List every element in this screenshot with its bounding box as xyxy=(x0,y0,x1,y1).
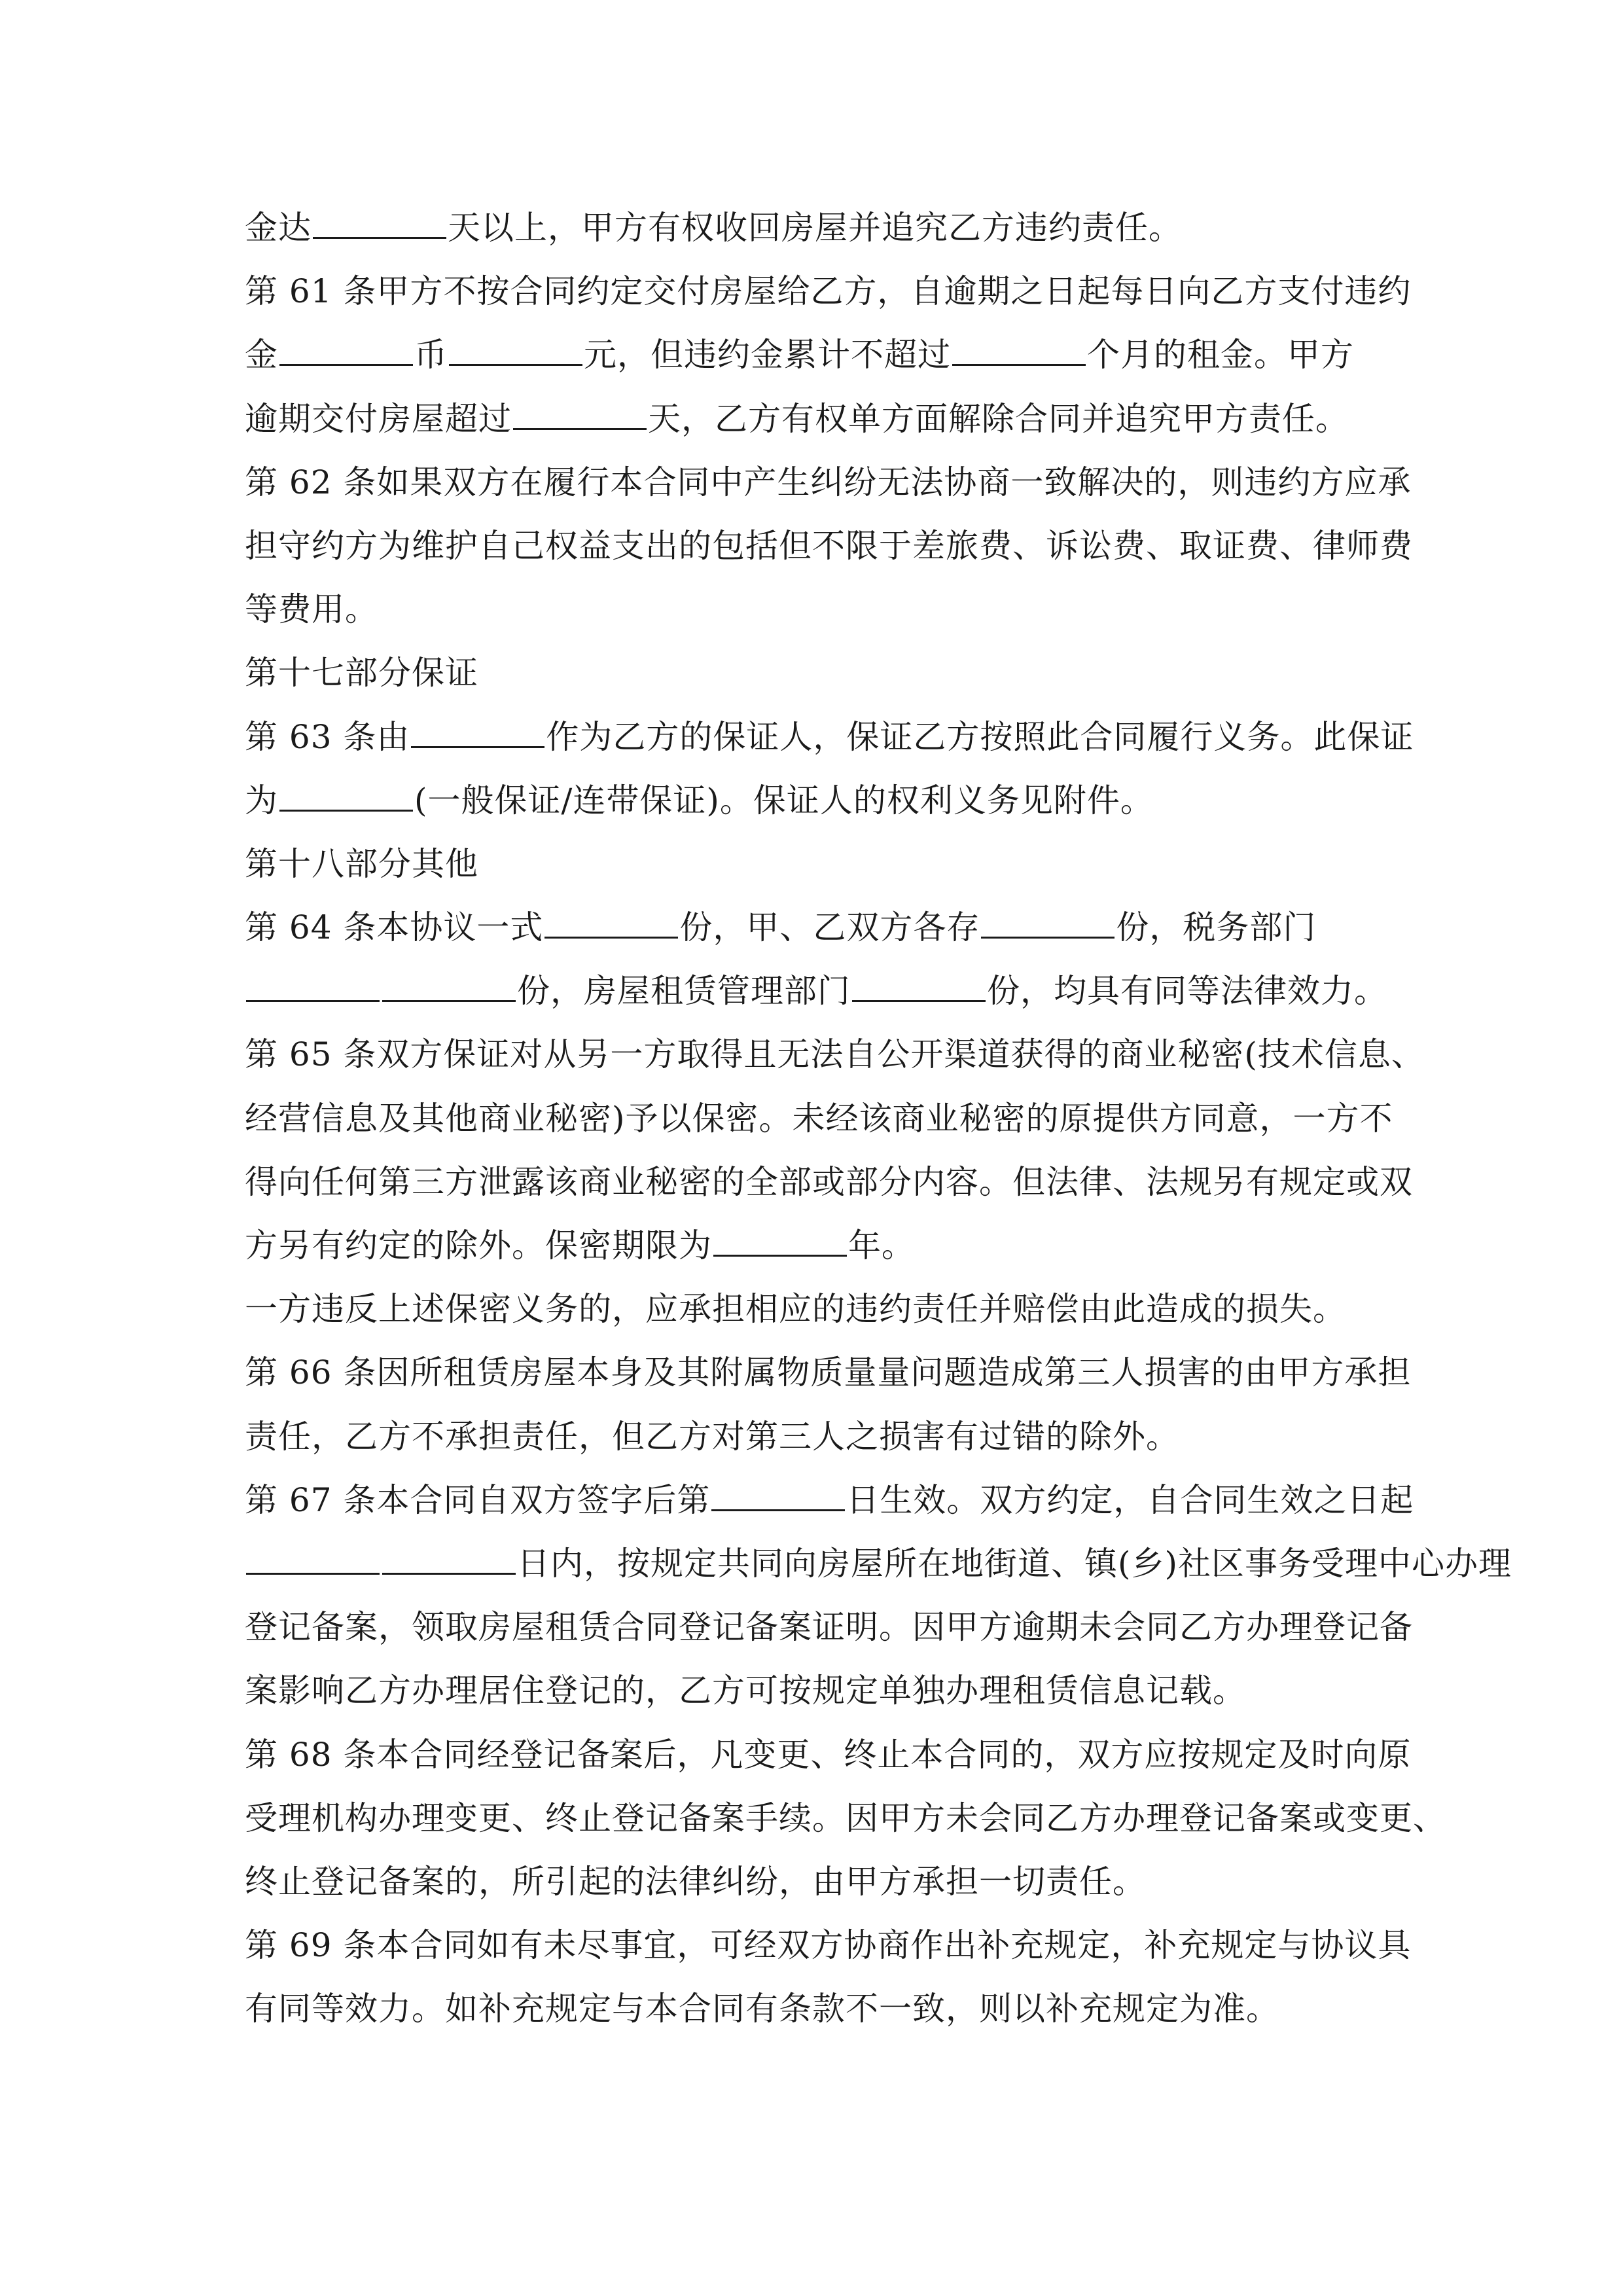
text-segment: 一方违反上述保密义务的，应承担相应的违约责任并赔偿由此造成的损失。 xyxy=(245,1290,1346,1329)
text-segment: 受理机构办理变更、终止登记备案手续。因甲方未会同乙方办理登记备案或变更、 xyxy=(245,1799,1446,1837)
text-line xyxy=(245,1914,1412,1977)
text-line xyxy=(245,960,1397,1023)
contract-text-body xyxy=(245,196,1512,2041)
fill-in-blank xyxy=(713,1229,847,1257)
text-line xyxy=(245,1723,1412,1787)
text-line xyxy=(245,578,1397,641)
text-line xyxy=(245,260,1412,323)
fill-in-blank xyxy=(711,1483,845,1511)
text-segment: 天，乙方有权单方面解除合同并追究甲方责任。 xyxy=(648,399,1349,438)
text-line xyxy=(245,1405,1397,1469)
fill-in-blank xyxy=(313,211,446,239)
text-line xyxy=(245,514,1413,578)
fill-in-blank xyxy=(246,1547,380,1575)
fill-in-blank xyxy=(411,720,544,748)
text-segment: 份，房屋租赁管理部门 xyxy=(517,972,851,1011)
text-segment: 币 xyxy=(414,336,448,374)
fill-in-blank xyxy=(544,910,678,939)
text-line xyxy=(245,1214,1397,1278)
text-line xyxy=(245,1151,1413,1214)
text-line xyxy=(245,833,1397,896)
fill-in-blank xyxy=(981,910,1115,939)
fill-in-blank xyxy=(449,338,582,366)
text-line xyxy=(245,896,1397,960)
text-segment: 第十八部分其他 xyxy=(245,844,478,883)
text-segment: 登记备案，领取房屋租赁合同登记备案证明。因甲方逾期未会同乙方办理登记备 xyxy=(245,1608,1413,1647)
text-segment: 第 61 条甲方不按合同约定交付房屋给乙方，自逾期之日起每日向乙方支付违约 xyxy=(245,272,1412,311)
text-segment: 第 68 条本合同经登记备案后，凡变更、终止本合同的，双方应按规定及时向原 xyxy=(245,1735,1412,1774)
text-segment: 案影响乙方办理居住登记的，乙方可按规定单独办理租赁信息记载。 xyxy=(245,1672,1246,1710)
fill-in-blank xyxy=(246,974,380,1002)
text-line xyxy=(245,1977,1397,2041)
text-segment: 第 66 条因所租赁房屋本身及其附属物质量量问题造成第三人损害的由甲方承担 xyxy=(245,1354,1412,1392)
fill-in-blank xyxy=(382,974,516,1002)
text-segment: 逾期交付房屋超过 xyxy=(245,399,512,438)
text-line xyxy=(245,387,1397,451)
text-segment: 有同等效力。如补充规定与本合同有条款不一致，则以补充规定为准。 xyxy=(245,1990,1279,2028)
text-line xyxy=(245,323,1397,387)
text-line xyxy=(245,1469,1414,1532)
text-segment: 第 69 条本合同如有未尽事宜，可经双方协商作出补充规定，补充规定与协议具 xyxy=(245,1926,1412,1965)
text-line xyxy=(245,1341,1412,1405)
text-segment: 第十七部分保证 xyxy=(245,654,478,692)
text-segment: 为 xyxy=(245,781,278,819)
text-segment: 担守约方为维护自己权益支出的包括但不限于差旅费、诉讼费、取证费、律师费 xyxy=(245,526,1413,565)
fill-in-blank xyxy=(279,783,413,812)
text-segment: 天以上，甲方有权收回房屋并追究乙方违约责任。 xyxy=(448,209,1182,247)
text-line xyxy=(245,1023,1425,1086)
text-segment: 方另有约定的除外。保密期限为 xyxy=(245,1227,712,1265)
text-segment: 份，均具有同等法律效力。 xyxy=(987,972,1387,1011)
text-line xyxy=(245,1850,1397,1914)
text-segment: 第 67 条本合同自双方签字后第 xyxy=(245,1480,711,1519)
text-segment: 份，甲、乙双方各存 xyxy=(679,908,980,947)
text-segment: 第 64 条本协议一式 xyxy=(245,908,544,947)
text-segment: 日生效。双方约定，自合同生效之日起 xyxy=(846,1480,1414,1519)
fill-in-blank xyxy=(852,974,986,1002)
text-line xyxy=(245,1596,1413,1659)
text-segment: 第 65 条双方保证对从另一方取得且无法自公开渠道获得的商业秘密(技术信息、 xyxy=(245,1035,1425,1074)
text-segment: 第 62 条如果双方在履行本合同中产生纠纷无法协商一致解决的，则违约方应承 xyxy=(245,463,1412,501)
text-line xyxy=(245,769,1397,833)
text-segment: 日内，按规定共同向房屋所在地街道、镇(乡)社区事务受理中心办理 xyxy=(517,1544,1512,1583)
text-segment: 等费用。 xyxy=(245,590,378,629)
fill-in-blank xyxy=(279,338,413,366)
text-segment: 份，税务部门 xyxy=(1116,908,1317,947)
text-line xyxy=(245,1278,1397,1341)
text-line xyxy=(245,641,1397,705)
fill-in-blank xyxy=(952,338,1086,366)
fill-in-blank xyxy=(382,1547,516,1575)
text-line xyxy=(245,1532,1512,1596)
text-line xyxy=(245,706,1414,769)
text-line xyxy=(245,1659,1397,1723)
text-line xyxy=(245,1787,1446,1850)
text-segment: 金 xyxy=(245,336,278,374)
text-segment: 金达 xyxy=(245,209,312,247)
text-line xyxy=(245,1087,1397,1151)
fill-in-blank xyxy=(513,402,647,430)
text-segment: 终止登记备案的，所引起的法律纠纷，由甲方承担一切责任。 xyxy=(245,1862,1146,1901)
text-segment: 作为乙方的保证人，保证乙方按照此合同履行义务。此保证 xyxy=(546,717,1414,756)
text-segment: 经营信息及其他商业秘密)予以保密。未经该商业秘密的原提供方同意，一方不 xyxy=(245,1099,1393,1138)
text-line xyxy=(245,451,1412,514)
text-segment: 年。 xyxy=(848,1227,915,1265)
text-segment: 第 63 条由 xyxy=(245,717,410,756)
text-segment: 个月的租金。甲方 xyxy=(1087,336,1354,374)
text-segment: (一般保证/连带保证)。保证人的权利义务见附件。 xyxy=(414,781,1154,819)
text-segment: 元，但违约金累计不超过 xyxy=(584,336,951,374)
text-line xyxy=(245,196,1397,260)
text-segment: 得向任何第三方泄露该商业秘密的全部或部分内容。但法律、法规另有规定或双 xyxy=(245,1162,1413,1201)
text-segment: 责任，乙方不承担责任，但乙方对第三人之损害有过错的除外。 xyxy=(245,1417,1179,1456)
